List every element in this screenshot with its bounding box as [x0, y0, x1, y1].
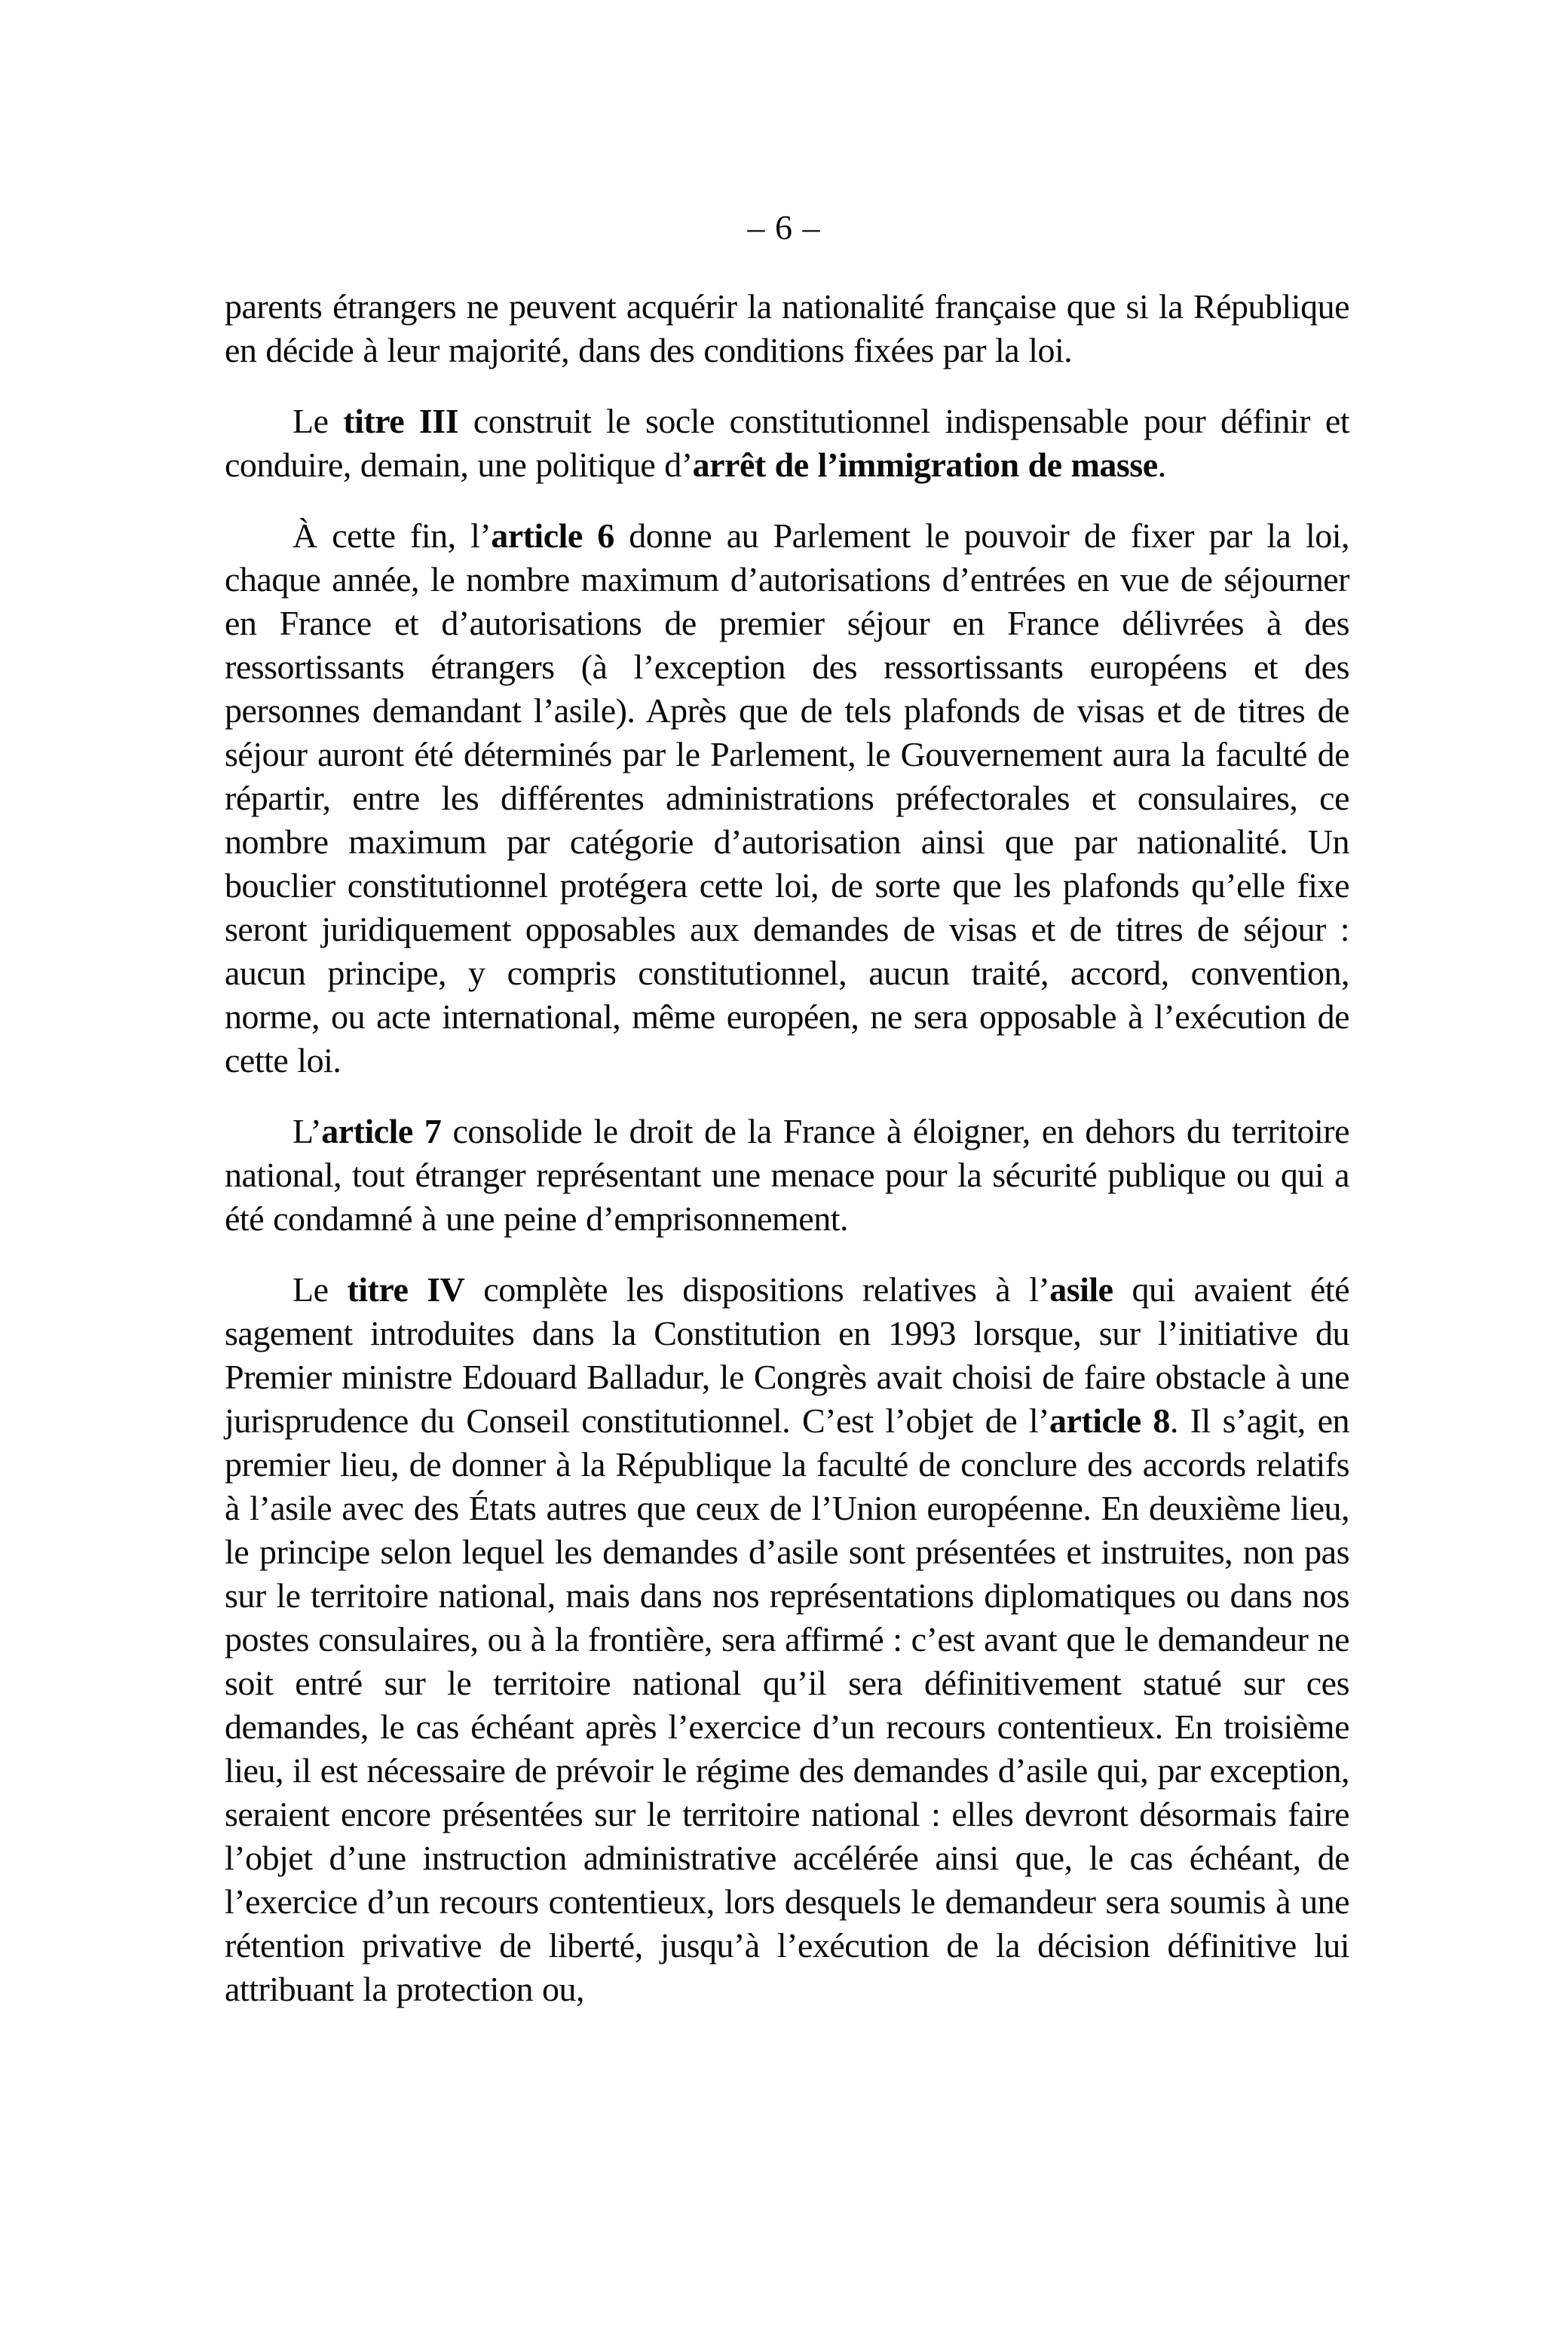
paragraph — [225, 285, 1349, 372]
text-run: . — [1157, 446, 1166, 484]
text-run: qui avaient été sagement introduites dans la Constitution en 1993 lorsque, sur l’initiative du Premier ministre Edouard Balladur, le Congrès avait choisi de faire obstacle à une jurisprudence du Conseil constitutionnel. C’est l’objet de l’ — [225, 1270, 1350, 1440]
bold-text-run: titre IV — [347, 1270, 465, 1309]
text-run: construit le socle constitutionnel indispensable pour définir et conduire, demain, une politique d’ — [225, 402, 1350, 484]
paragraph — [225, 1110, 1349, 1241]
bold-text-run: titre III — [343, 402, 459, 440]
text-run: . Il s’agit, en premier lieu, de donner à la République la faculté de conclure des accords relatifs à l’asile avec des États autres que ceux de l’Union européenne. En deuxième lieu, le principe selon lequel les demandes d’asile sont présentées et instruites, non pas sur le territoire national, mais dans nos représentations diplomatiques ou dans nos postes consulaires, ou à la frontière, sera affirmé : c’est avant que le demandeur ne soit entré sur le territoire national qu’il sera définitivement statué sur ces demandes, le cas échéant après l’exercice d’un recours contentieux. En troisième lieu, il est nécessaire de prévoir le régime des demandes d’asile qui, par exception, seraient encore présentées sur le territoire national : elles devront désormais faire l’objet d’une instruction administrative accélérée ainsi que, le cas échéant, de l’exercice d’un recours contentieux, lors desquels le demandeur sera soumis à une rétention privative de liberté, jusqu’à l’exécution de la décision définitive lui attribuant la protection ou, — [225, 1401, 1349, 2008]
text-run: consolide le droit de la France à éloigner, en dehors du territoire national, tout étranger représentant une menace pour la sécurité publique ou qui a été condamné à une peine d’emprisonnement. — [225, 1112, 1350, 1238]
paragraph — [225, 514, 1349, 1083]
document-body — [225, 285, 1349, 2011]
paragraph — [225, 400, 1349, 487]
text-run: À cette fin, l’ — [292, 516, 492, 555]
text-run: Le — [292, 1270, 348, 1309]
text-run: Le — [292, 402, 344, 440]
bold-text-run: article 7 — [321, 1112, 442, 1150]
text-run: parents étrangers ne peuvent acquérir la nationalité française que si la République en décide à leur majorité, dans des conditions fixées par la loi. — [225, 287, 1349, 369]
bold-text-run: asile — [1049, 1270, 1113, 1309]
text-run: donne au Parlement le pouvoir de fixer par la loi, chaque année, le nombre maximum d’autorisations d’entrées en vue de séjourner en France et d’autorisations de premier séjour en France délivrées à des ressortissants étrangers (à l’exception des ressortissants européens et des personnes demandant l’asile). Après que de tels plafonds de visas et de titres de séjour auront été déterminés par le Parlement, le Gouvernement aura la faculté de répartir, entre les différentes administrations préfectorales et consulaires, ce nombre maximum par catégorie d’autorisation ainsi que par nationalité. Un bouclier constitutionnel protégera cette loi, de sorte que les plafonds qu’elle fixe seront juridiquement opposables aux demandes de visas et de titres de séjour : aucun principe, y compris constitutionnel, aucun traité, accord, convention, norme, ou acte international, même européen, ne sera opposable à l’exécution de cette loi. — [225, 516, 1350, 1080]
text-run: L’ — [292, 1112, 322, 1150]
bold-text-run: article 6 — [491, 516, 614, 555]
text-run: complète les dispositions relatives à l’ — [464, 1270, 1050, 1309]
bold-text-run: article 8 — [1049, 1401, 1170, 1440]
page-number: – 6 – — [747, 208, 821, 247]
paragraph — [225, 1268, 1349, 2011]
bold-text-run: arrêt de l’immigration de masse — [692, 446, 1158, 484]
